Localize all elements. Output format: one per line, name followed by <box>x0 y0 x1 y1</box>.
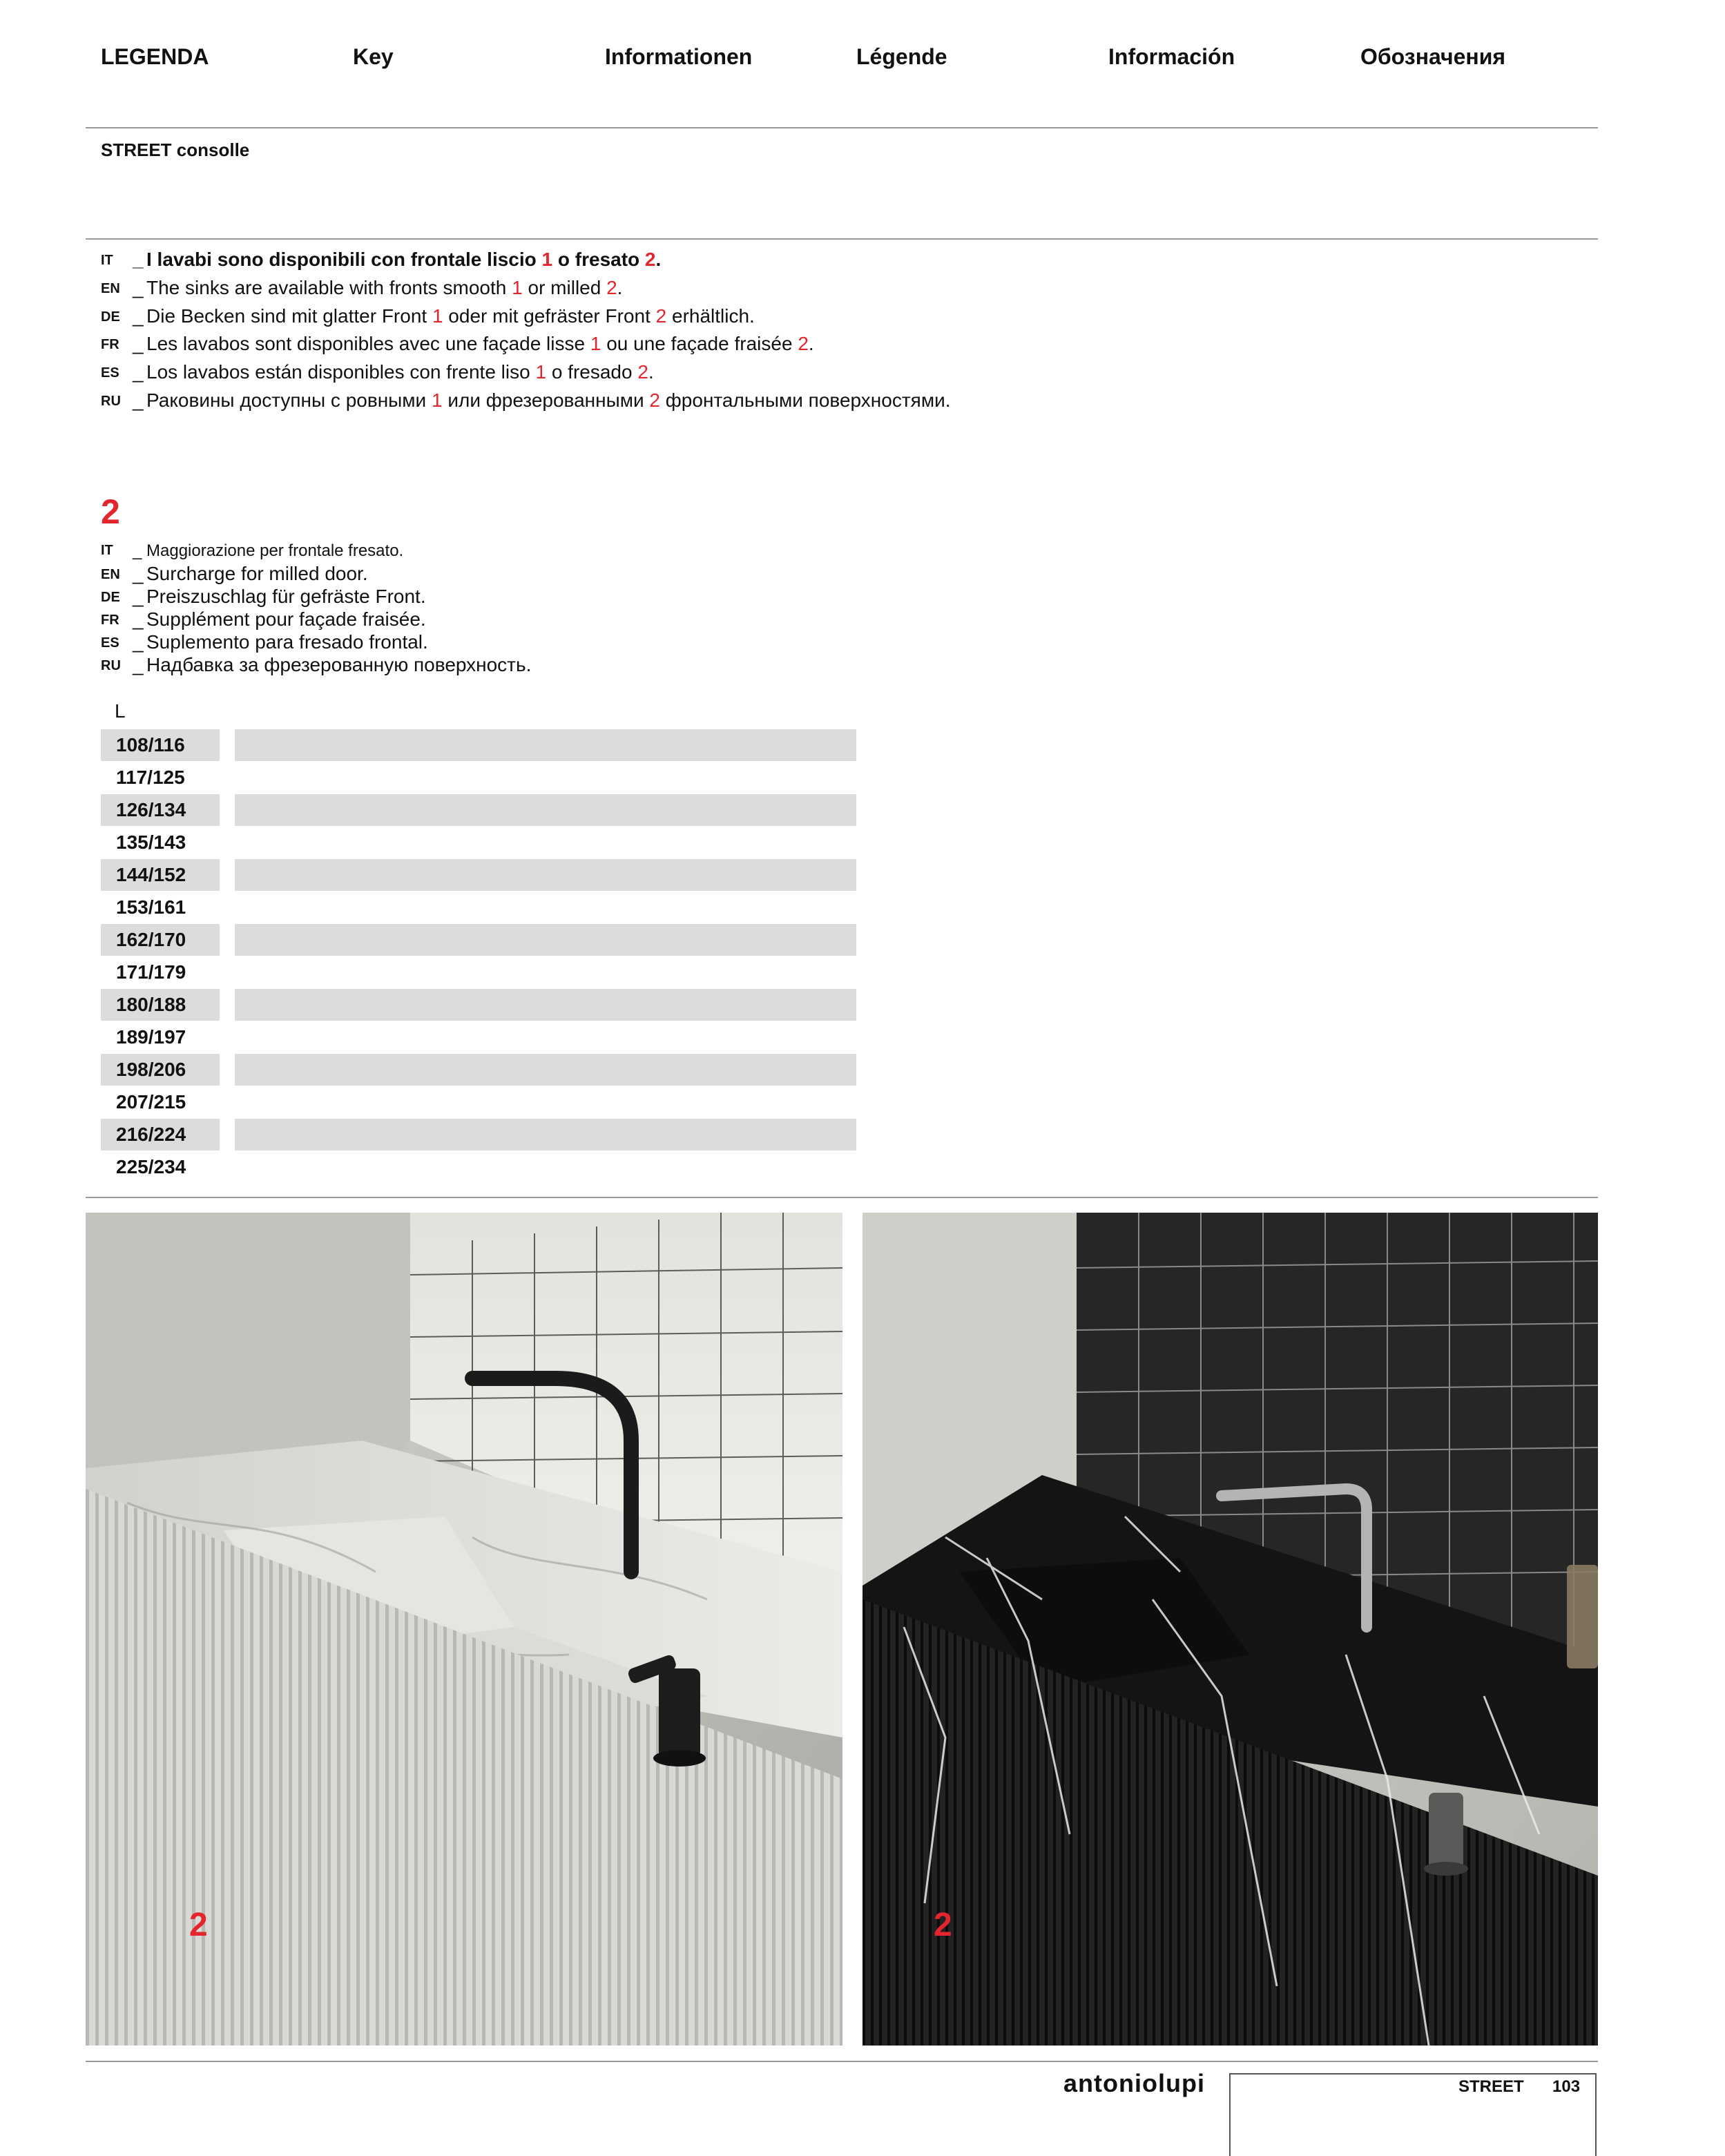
availability-text: The sinks are available with fronts smooth <box>146 277 512 298</box>
surcharge-text: Supplément pour façade fraisée. <box>146 608 426 630</box>
option-number-1: 1 <box>512 277 523 298</box>
price-cell <box>235 794 856 826</box>
lang-code: ES <box>101 635 119 651</box>
surcharge-text: Suplemento para fresado frontal. <box>146 631 428 653</box>
availability-text: o fresado <box>546 361 638 383</box>
availability-text: . <box>648 361 654 383</box>
price-cell <box>235 989 856 1021</box>
lang-code: RU <box>101 658 121 673</box>
section-divider <box>86 238 1598 240</box>
option-number-1: 1 <box>590 333 601 354</box>
availability-text: or milled <box>522 277 607 298</box>
availability-text: Les lavabos sont disponibles avec une façade lisse <box>146 333 590 354</box>
size-label: 144/152 <box>101 859 220 891</box>
lang-code: IT <box>101 543 113 558</box>
table-column-label: L <box>115 700 126 722</box>
availability-text: . <box>808 333 814 354</box>
price-cell <box>235 1021 856 1053</box>
price-cell <box>235 1151 856 1183</box>
section-title: STREET consolle <box>101 139 250 160</box>
black-marble-illustration <box>862 1213 1598 2046</box>
availability-line-ru: RU _ Раковины доступны с ровными 1 или фрезерованными 2 фронтальными поверхностями. <box>101 389 951 411</box>
header-divider <box>86 127 1598 128</box>
size-label: 216/224 <box>101 1119 220 1151</box>
header-col-informacion: Información <box>1108 44 1235 69</box>
availability-text: или фрезерованными <box>442 389 650 411</box>
availability-text: oder mit gefräster Front <box>443 305 656 327</box>
availability-text: Los lavabos están disponibles con frente liso <box>146 361 536 383</box>
page-number: 103 <box>1552 2077 1581 2096</box>
lang-code: EN <box>101 567 120 582</box>
option-number-1: 1 <box>541 249 553 270</box>
option-number-2: 2 <box>798 333 809 354</box>
size-label: 126/134 <box>101 794 220 826</box>
option-number-2: 2 <box>644 249 656 270</box>
availability-line-en: EN _ The sinks are available with fronts smooth 1 or milled 2. <box>101 277 623 298</box>
availability-line-de: DE _ Die Becken sind mit glatter Front 1 oder mit gefräster Front 2 erhältlich. <box>101 305 755 327</box>
brand-logo: antoniolupi <box>1063 2069 1205 2097</box>
lang-code: RU <box>101 394 121 409</box>
size-label: 225/234 <box>116 1156 186 1177</box>
option-number-2: 2 <box>649 389 660 411</box>
surcharge-text: Maggiorazione per frontale fresato. <box>146 541 404 560</box>
option-number-2: 2 <box>637 361 648 383</box>
option-number-1: 1 <box>535 361 547 383</box>
header-col-oboznacheniya: Обозначения <box>1360 44 1506 69</box>
lang-code: ES <box>101 365 119 381</box>
photo-label: 2 <box>189 1907 208 1943</box>
photo-label: 2 <box>934 1907 952 1943</box>
surcharge-text: Surcharge for milled door. <box>146 563 368 584</box>
price-cell <box>235 892 856 923</box>
availability-text: . <box>655 249 662 270</box>
availability-text: erhältlich. <box>666 305 755 327</box>
size-label: 135/143 <box>116 831 186 853</box>
price-cell <box>235 956 856 988</box>
table-divider <box>86 1197 1598 1198</box>
lang-code: IT <box>101 253 113 268</box>
availability-line-fr: FR _ Les lavabos sont disponibles avec une façade lisse 1 ou une façade fraisée 2. <box>101 333 814 354</box>
surcharge-text: Надбавка за фрезерованную поверхность. <box>146 654 532 675</box>
option-number-2: 2 <box>606 277 617 298</box>
surcharge-line-it: IT _ Maggiorazione per frontale fresato. <box>101 541 404 560</box>
lang-code: FR <box>101 613 119 628</box>
price-cell <box>235 924 856 956</box>
surcharge-line-en: EN _ Surcharge for milled door. <box>101 563 368 584</box>
surcharge-line-es: ES _ Suplemento para fresado frontal. <box>101 631 428 653</box>
size-label: 189/197 <box>116 1026 186 1048</box>
surcharge-line-de: DE _ Preiszuschlag für gefräste Front. <box>101 586 426 607</box>
price-cell <box>235 1119 856 1151</box>
option-number-2: 2 <box>655 305 667 327</box>
availability-text: фронтальными поверхностями. <box>659 389 951 411</box>
size-label: 171/179 <box>116 961 186 983</box>
price-cell <box>235 1054 856 1086</box>
header-col-legende: Légende <box>856 44 947 69</box>
surcharge-number: 2 <box>101 492 120 531</box>
price-cell <box>235 1086 856 1118</box>
availability-text: I lavabi sono disponibili con frontale liscio <box>146 249 542 270</box>
lang-code: DE <box>101 590 120 605</box>
availability-line-it: IT _ I lavabi sono disponibili con frontale liscio 1 o fresato 2. <box>101 249 662 270</box>
lang-code: EN <box>101 281 120 296</box>
size-label: 108/116 <box>101 729 220 761</box>
availability-text: Die Becken sind mit glatter Front <box>146 305 432 327</box>
size-label: 180/188 <box>101 989 220 1021</box>
header-col-legenda: LEGENDA <box>101 44 209 69</box>
header-col-key: Key <box>353 44 394 69</box>
availability-text: ou une façade fraisée <box>601 333 798 354</box>
price-cell <box>235 762 856 793</box>
surcharge-text: Preiszuschlag für gefräste Front. <box>146 586 426 607</box>
lang-code: FR <box>101 337 119 352</box>
size-label: 153/161 <box>116 896 186 918</box>
lang-code: DE <box>101 309 120 325</box>
availability-text: Раковины доступны с ровными <box>146 389 432 411</box>
size-label: 117/125 <box>116 767 185 788</box>
option-number-1: 1 <box>431 389 443 411</box>
header-col-informationen: Informationen <box>605 44 753 69</box>
size-label: 162/170 <box>101 924 220 956</box>
price-cell <box>235 859 856 891</box>
surcharge-line-ru: RU _ Надбавка за фрезерованную поверхность. <box>101 654 532 675</box>
surcharge-line-fr: FR _ Supplément pour façade fraisée. <box>101 608 426 630</box>
price-cell <box>235 729 856 761</box>
availability-line-es: ES _ Los lavabos están disponibles con frente liso 1 o fresado 2. <box>101 361 654 383</box>
footer-collection: STREET <box>1458 2077 1524 2096</box>
footer-box <box>1229 2073 1597 2156</box>
size-label: 207/215 <box>116 1091 186 1113</box>
photo-black-marble-sink <box>862 1213 1598 2046</box>
price-cell <box>235 827 856 858</box>
size-label: 198/206 <box>101 1054 220 1086</box>
availability-text: . <box>617 277 623 298</box>
photo-white-marble-sink <box>86 1213 842 2046</box>
availability-text: o fresato <box>552 249 645 270</box>
footer-divider <box>86 2061 1598 2062</box>
option-number-1: 1 <box>432 305 443 327</box>
